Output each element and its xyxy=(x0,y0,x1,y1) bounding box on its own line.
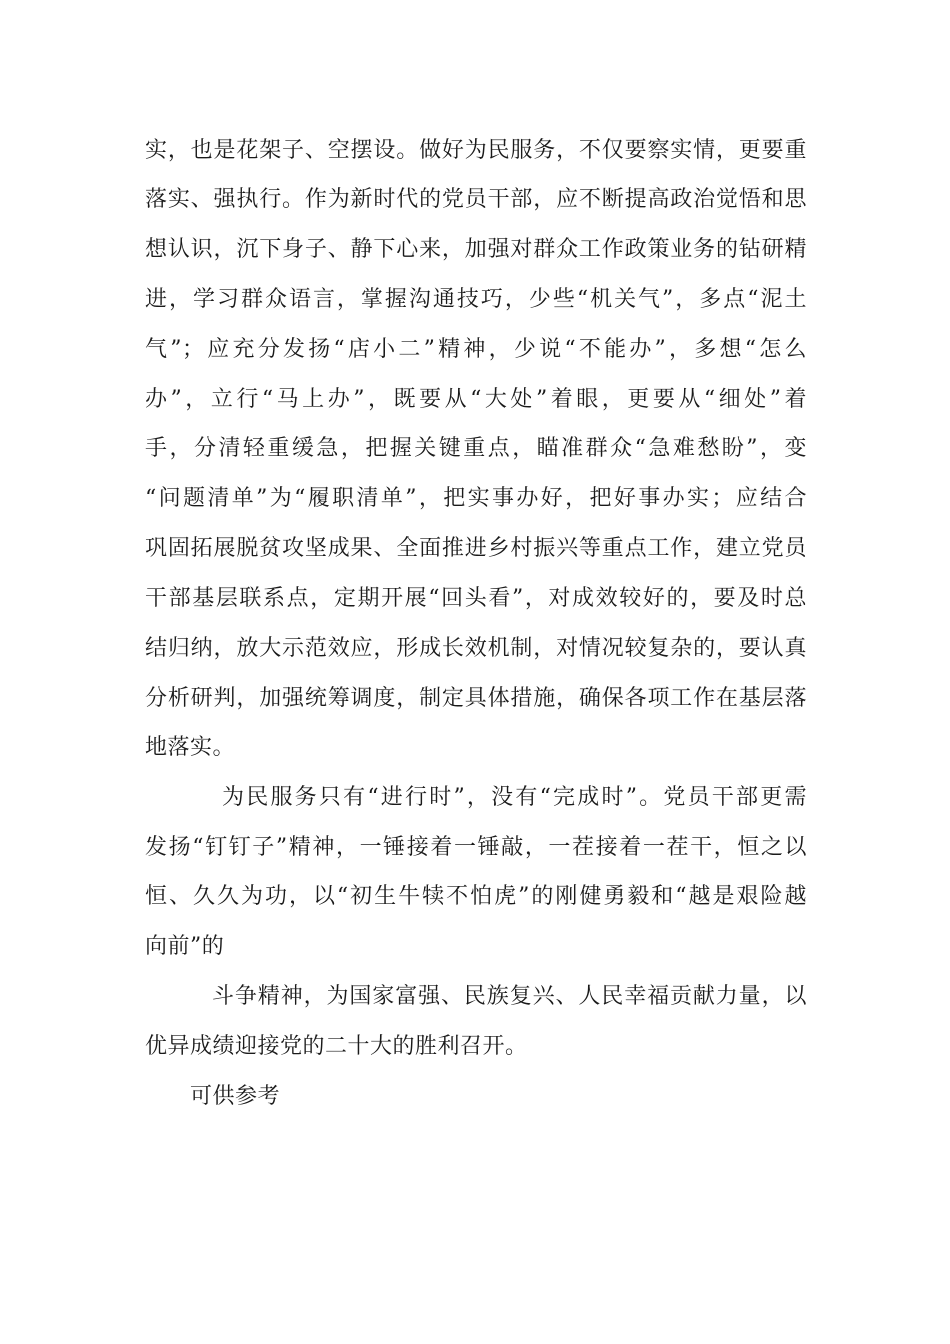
paragraph-3-line-1: 斗争精神，为国家富强、民族复兴、人民幸福贡献力量，以 xyxy=(212,984,807,1009)
paragraph-2-line-3: 恒、久久为功，以“初生牛犊不怕虎”的刚健勇毅和“越是艰险越 xyxy=(145,884,807,909)
paragraph-1-line-4: 进，学习群众语言，掌握沟通技巧，少些“机关气”，多点“泥土 xyxy=(145,287,807,312)
paragraph-1-line-5: 气”；应充分发扬“店小二”精神，少说“不能办”，多想“怎么 xyxy=(145,337,807,362)
paragraph-2-line-4: 向前”的 xyxy=(145,934,225,959)
paragraph-1-line-8: “问题清单”为“履职清单”，把实事办好，把好事办实；应结合 xyxy=(145,486,807,511)
paragraph-1-line-7: 手，分清轻重缓急，把握关键重点，瞄准群众“急难愁盼”，变 xyxy=(145,436,807,461)
paragraph-1-line-3: 想认识，沉下身子、静下心来，加强对群众工作政策业务的钻研精 xyxy=(145,237,807,262)
paragraph-2-line-2: 发扬“钉钉子”精神，一锤接着一锤敲，一茬接着一茬干，恒之以 xyxy=(145,835,807,860)
paragraph-1-line-9: 巩固拓展脱贫攻坚成果、全面推进乡村振兴等重点工作，建立党员 xyxy=(145,536,807,561)
paragraph-1-line-13: 地落实。 xyxy=(145,735,236,760)
paragraph-1-line-11: 结归纳，放大示范效应，形成长效机制，对情况较复杂的，要认真 xyxy=(145,636,807,661)
closing-note: 可供参考 xyxy=(190,1084,281,1109)
paragraph-3-line-2: 优异成绩迎接党的二十大的胜利召开。 xyxy=(145,1034,528,1059)
paragraph-1-line-10: 干部基层联系点，定期开展“回头看”，对成效较好的，要及时总 xyxy=(145,586,807,611)
paragraph-1-line-1: 实，也是花架子、空摆设。做好为民服务，不仅要察实情，更要重 xyxy=(145,138,807,163)
paragraph-1-line-2: 落实、强执行。作为新时代的党员干部，应不断提高政治觉悟和思 xyxy=(145,187,807,212)
paragraph-1-line-6: 办”，立行“马上办”，既要从“大处”着眼，更要从“细处”着 xyxy=(145,387,807,412)
paragraph-1-line-12: 分析研判，加强统筹调度，制定具体措施，确保各项工作在基层落 xyxy=(145,686,807,711)
paragraph-2-line-1: 为民服务只有“进行时”，没有“完成时”。党员干部更需 xyxy=(222,785,807,810)
